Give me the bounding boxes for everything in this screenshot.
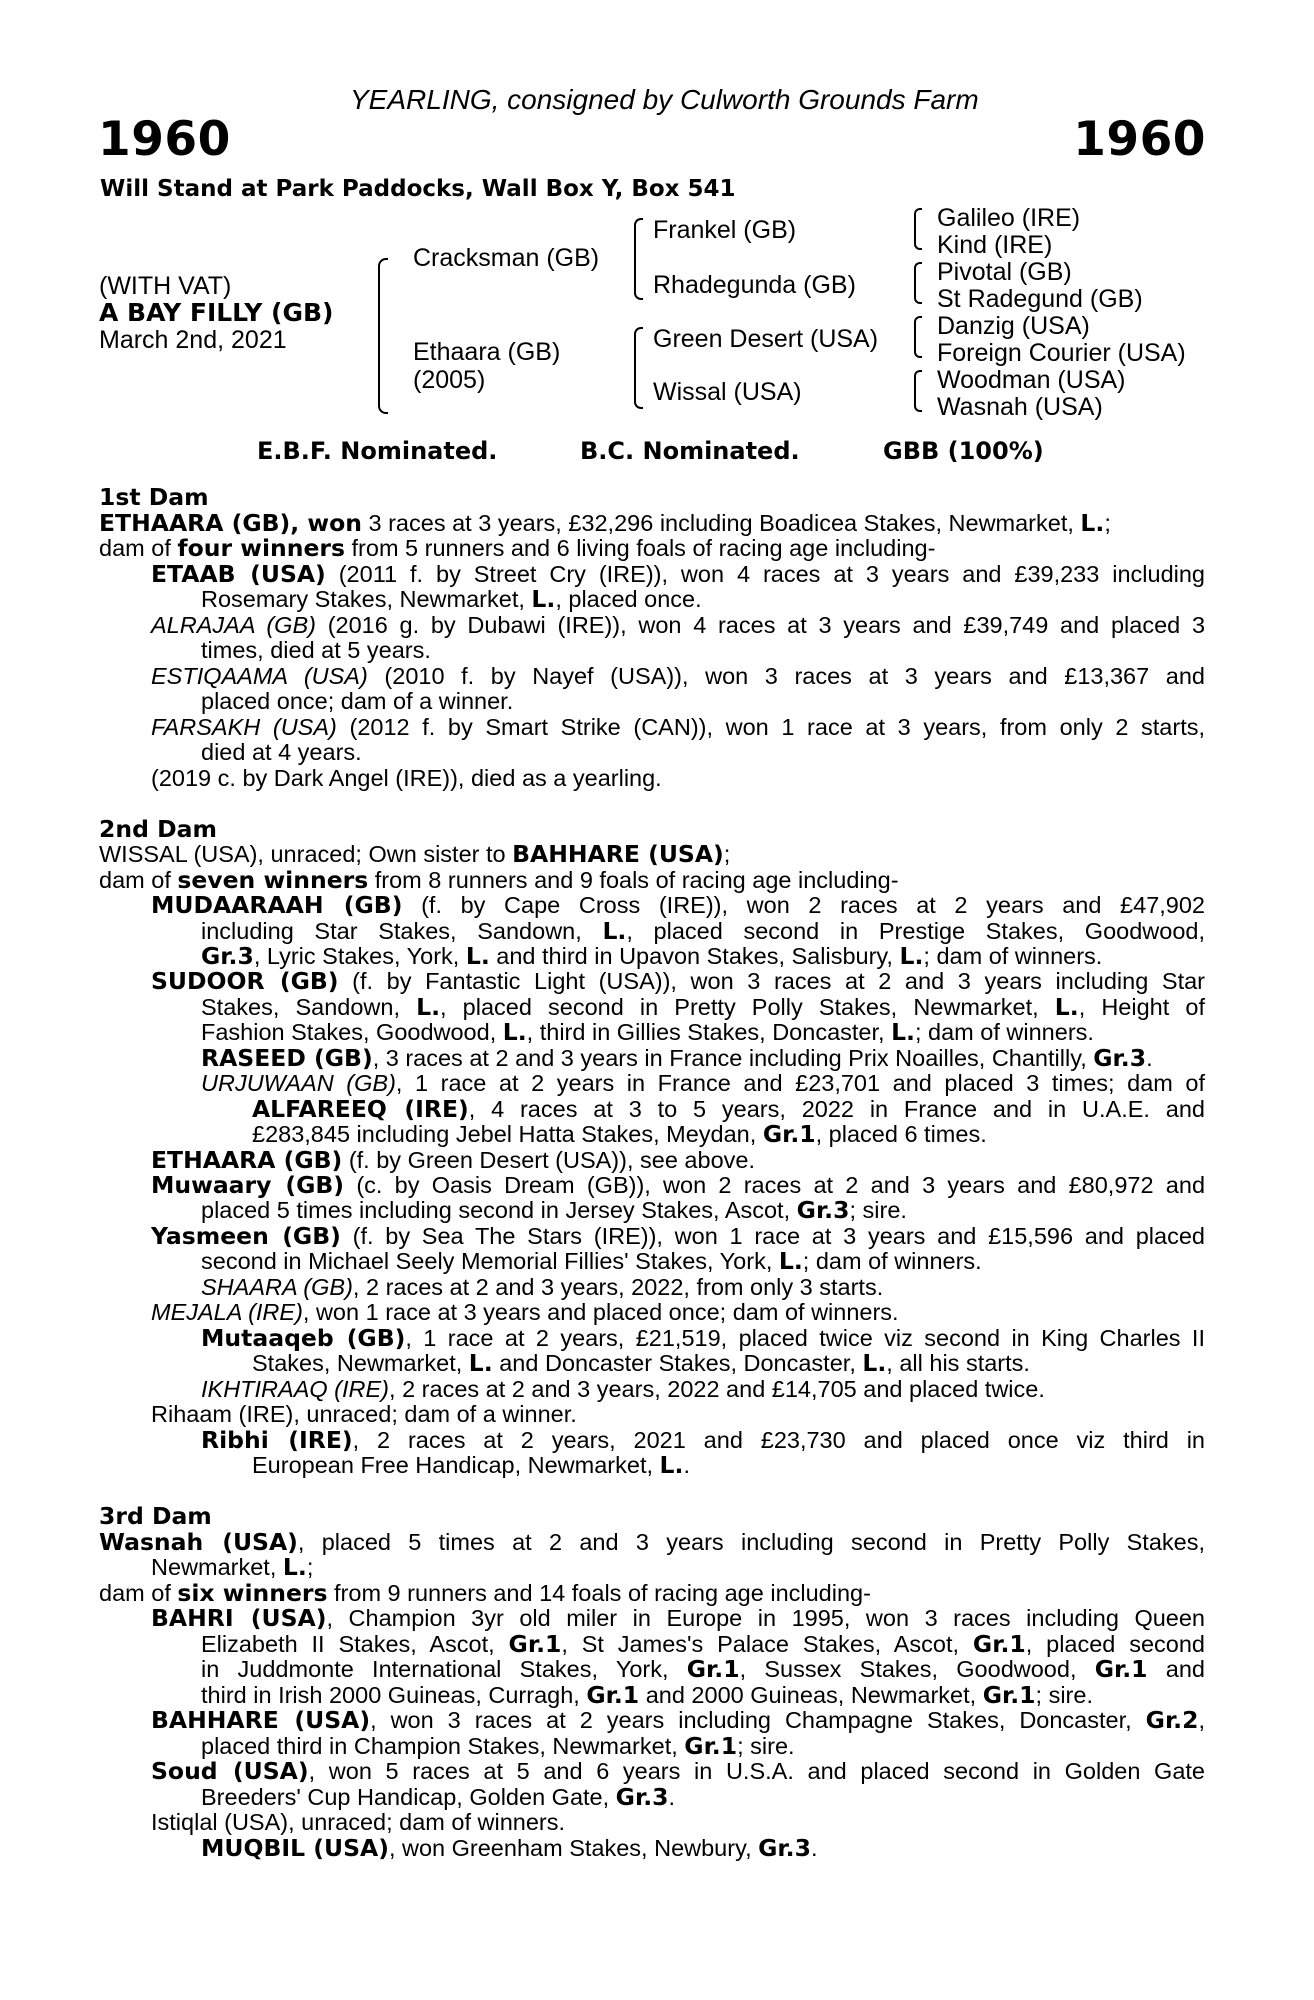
produce-bahri: BAHRI (USA), Champion 3yr old miler in Europe in 1995, won 3 races including Queen — [151, 1604, 1205, 1632]
produce-sudoor-cont: Stakes, Sandown, L., placed second in Pretty Polly Stakes, Newmarket, L., Height of — [201, 993, 1205, 1021]
pedigree-dam: Ethaara (GB) — [413, 338, 561, 366]
produce-ikhtiraaq: IKHTIRAAQ (IRE), 2 races at 2 and 3 years, 2022 and £14,705 and placed twice. — [201, 1376, 1045, 1402]
produce-sudoor-cont2: Fashion Stakes, Goodwood, L., third in Gillies Stakes, Doncaster, L.; dam of winners. — [201, 1018, 1094, 1046]
third-dam-line: Wasnah (USA), placed 5 times at 2 and 3 years including second in Pretty Polly Stakes, — [99, 1528, 1205, 1556]
third-dam-produce-line: dam of six winners from 9 runners and 14 foals of racing age including- — [99, 1579, 871, 1607]
produce-estiqaama: ESTIQAAMA (USA) (2010 f. by Nayef (USA)), won 3 races at 3 years and £13,367 and — [151, 663, 1206, 689]
pedigree-sire-sire: Frankel (GB) — [653, 216, 797, 244]
pedigree-g3-7: Woodman (USA) — [937, 366, 1126, 394]
pedigree-dam-year: (2005) — [413, 366, 486, 394]
pedigree-g3-1: Galileo (IRE) — [937, 204, 1081, 232]
horse-name: A BAY FILLY (GB) — [99, 298, 334, 327]
lot-number-right: 1960 — [1073, 112, 1206, 167]
produce-muwaary-cont: placed 5 times including second in Jersey Stakes, Ascot, Gr.3; sire. — [201, 1196, 907, 1224]
second-dam-line: WISSAL (USA), unraced; Own sister to BAHHARE (USA); — [99, 840, 731, 868]
horse-dob: March 2nd, 2021 — [99, 326, 287, 354]
produce-ribhi: Ribhi (IRE), 2 races at 2 years, 2021 and £23,730 and placed once viz third in — [201, 1426, 1206, 1454]
pedigree-sire: Cracksman (GB) — [413, 244, 600, 272]
produce-muwaary: Muwaary (GB) (c. by Oasis Dream (GB)), won 2 races at 2 and 3 years and £80,972 and — [151, 1171, 1206, 1199]
pedigree-g3-8: Wasnah (USA) — [937, 393, 1103, 421]
pedigree-g3-4: St Radegund (GB) — [937, 285, 1143, 313]
produce-etaab: ETAAB (USA) (2011 f. by Street Cry (IRE)), won 4 races at 3 years and £39,233 including — [151, 560, 1206, 588]
gbb-status: GBB (100%) — [883, 437, 1044, 465]
produce-etaab-cont: Rosemary Stakes, Newmarket, L., placed once. — [201, 585, 702, 613]
produce-shaara: SHAARA (GB), 2 races at 2 and 3 years, 2022, from only 3 starts. — [201, 1274, 884, 1300]
second-dam-produce-line: dam of seven winners from 8 runners and 9 foals of racing age including- — [99, 866, 899, 894]
second-dam-heading: 2nd Dam — [99, 815, 217, 843]
third-dam-line-cont: Newmarket, L.; — [151, 1553, 314, 1581]
produce-mejala: MEJALA (IRE), won 1 race at 3 years and placed once; dam of winners. — [151, 1299, 899, 1325]
produce-ribhi-cont: European Free Handicap, Newmarket, L.. — [252, 1451, 690, 1479]
produce-mutaaqeb: Mutaaqeb (GB), 1 race at 2 years, £21,519, placed twice viz second in King Charles II — [201, 1324, 1205, 1352]
produce-bahri-cont2: in Juddmonte International Stakes, York, Gr.1, Sussex Stakes, Goodwood, Gr.1 and — [201, 1655, 1205, 1683]
first-dam-line: ETHAARA (GB), won 3 races at 3 years, £32,296 including Boadicea Stakes, Newmarket, L.; — [99, 509, 1111, 537]
produce-alrajaa: ALRAJAA (GB) (2016 g. by Dubawi (IRE)), won 4 races at 3 years and £39,749 and placed 3 — [151, 612, 1206, 638]
consignment-line: YEARLING, consigned by Culworth Grounds Farm — [350, 84, 979, 115]
first-dam-produce-line: dam of four winners from 5 runners and 6 living foals of racing age including- — [99, 534, 936, 562]
pedigree-g3-2: Kind (IRE) — [937, 231, 1053, 259]
produce-farsakh: FARSAKH (USA) (2012 f. by Smart Strike (CAN)), won 1 race at 3 years, from only 2 starts, — [151, 714, 1206, 740]
produce-sudoor: SUDOOR (GB) (f. by Fantastic Light (USA)), won 3 races at 2 and 3 years including Star — [151, 967, 1205, 995]
produce-muqbil: MUQBIL (USA), won Greenham Stakes, Newbury, Gr.3. — [201, 1834, 818, 1862]
produce-mutaaqeb-cont: Stakes, Newmarket, L. and Doncaster Stakes, Doncaster, L., all his starts. — [252, 1349, 1030, 1377]
pedigree-g3-3: Pivotal (GB) — [937, 258, 1072, 286]
bc-nomination: B.C. Nominated. — [580, 437, 800, 465]
stand-location: Will Stand at Park Paddocks, Wall Box Y, Box 541 — [100, 176, 736, 202]
produce-alrajaa-cont: times, died at 5 years. — [201, 637, 431, 663]
produce-soud-cont: Breeders' Cup Handicap, Golden Gate, Gr.3. — [201, 1783, 676, 1811]
pedigree-dam-sire: Green Desert (USA) — [653, 325, 879, 353]
produce-mudaaraah-cont2: Gr.3, Lyric Stakes, York, L. and third in Upavon Stakes, Salisbury, L.; dam of winners. — [201, 942, 1103, 970]
produce-alfareeq: ALFAREEQ (IRE), 4 races at 3 to 5 years, 2022 in France and in U.A.E. and — [252, 1095, 1205, 1123]
pedigree-g3-5: Danzig (USA) — [937, 312, 1090, 340]
produce-2019-colt: (2019 c. by Dark Angel (IRE)), died as a yearling. — [151, 765, 662, 791]
produce-rihaam: Rihaam (IRE), unraced; dam of a winner. — [151, 1401, 577, 1427]
produce-bahhare-cont: placed third in Champion Stakes, Newmarket, Gr.1; sire. — [201, 1732, 795, 1760]
produce-urjuwaan: URJUWAAN (GB), 1 race at 2 years in France and £23,701 and placed 3 times; dam of — [201, 1070, 1206, 1096]
catalogue-text — [99, 0, 1205, 2000]
produce-raseed: RASEED (GB), 3 races at 2 and 3 years in France including Prix Noailles, Chantilly, Gr.3. — [201, 1044, 1153, 1072]
produce-soud: Soud (USA), won 5 races at 5 and 6 years in U.S.A. and placed second in Golden Gate — [151, 1757, 1206, 1785]
produce-alfareeq-cont: £283,845 including Jebel Hatta Stakes, Meydan, Gr.1, placed 6 times. — [252, 1120, 987, 1148]
produce-istiqlal: Istiqlal (USA), unraced; dam of winners. — [151, 1809, 566, 1835]
produce-farsakh-cont: died at 4 years. — [201, 739, 362, 765]
produce-bahri-cont3: third in Irish 2000 Guineas, Curragh, Gr.1 and 2000 Guineas, Newmarket, Gr.1; sire. — [201, 1681, 1093, 1709]
produce-mudaaraah: MUDAARAAH (GB) (f. by Cape Cross (IRE)), won 2 races at 2 years and £47,902 — [151, 891, 1205, 919]
pedigree-g3-6: Foreign Courier (USA) — [937, 339, 1186, 367]
ebf-nomination: E.B.F. Nominated. — [257, 437, 498, 465]
produce-estiqaama-cont: placed once; dam of a winner. — [201, 688, 514, 714]
produce-bahhare: BAHHARE (USA), won 3 races at 2 years including Champagne Stakes, Doncaster, Gr.2, — [151, 1706, 1205, 1734]
produce-ethaara: ETHAARA (GB) (f. by Green Desert (USA)), see above. — [151, 1146, 755, 1174]
pedigree-dam-dam: Wissal (USA) — [653, 378, 802, 406]
produce-bahri-cont: Elizabeth II Stakes, Ascot, Gr.1, St James's Palace Stakes, Ascot, Gr.1, placed second — [201, 1630, 1206, 1658]
produce-yasmeen-cont: second in Michael Seely Memorial Fillies' Stakes, York, L.; dam of winners. — [201, 1247, 982, 1275]
vat-note: (WITH VAT) — [99, 272, 232, 300]
lot-number-left: 1960 — [98, 112, 231, 167]
third-dam-heading: 3rd Dam — [99, 1502, 212, 1530]
first-dam-heading: 1st Dam — [99, 483, 209, 511]
produce-mudaaraah-cont: including Star Stakes, Sandown, L., placed second in Prestige Stakes, Goodwood, — [201, 917, 1205, 945]
produce-yasmeen: Yasmeen (GB) (f. by Sea The Stars (IRE)), won 1 race at 3 years and £15,596 and placed — [151, 1222, 1205, 1250]
pedigree-sire-dam: Rhadegunda (GB) — [653, 271, 856, 299]
